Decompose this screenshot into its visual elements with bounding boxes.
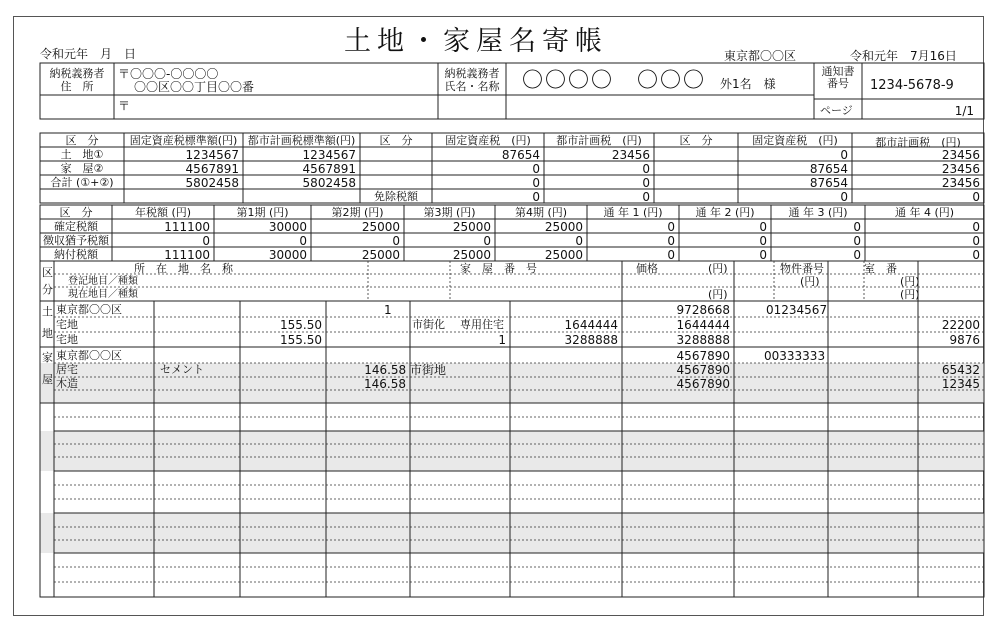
current-use-header: 現在地目／種類	[68, 289, 138, 300]
summary-cell: 0	[840, 148, 848, 162]
installment-cell: 0	[483, 234, 491, 248]
postal-mark-2: 〒	[118, 99, 131, 113]
installment-cell: 0	[667, 220, 675, 234]
summary-header: 区 分	[679, 134, 713, 147]
notice-label-2: 番号	[827, 77, 849, 90]
installment-cell: 0	[853, 234, 861, 248]
installment-cell: 25000	[544, 248, 583, 262]
land-registered-use: 宅地	[56, 318, 78, 331]
house-registered-kind: 居宅	[56, 363, 78, 376]
ledger-sheet	[13, 16, 984, 616]
date-left: 令和元年 月 日	[40, 47, 137, 61]
land-current-area: 155.50	[280, 333, 322, 347]
summary-header: 区 分	[65, 134, 99, 147]
installment-header: 第2期 (円)	[331, 206, 384, 219]
house-number-header: 家 屋 番 号	[460, 262, 537, 275]
land-property-number: 01234567	[766, 303, 828, 317]
summary-cell: 0	[642, 162, 650, 176]
installment-cell: 25000	[544, 220, 583, 234]
room-number-header: 室 番	[864, 262, 897, 275]
summary-cell: 5802458	[302, 176, 356, 190]
installment-cell: 30000	[268, 220, 307, 234]
summary-cell: 87654	[809, 162, 848, 176]
house-room-value: 65432	[941, 363, 980, 377]
postal-code: 〒〇〇〇-〇〇〇〇	[118, 67, 219, 81]
land-room-value: 22200	[941, 318, 980, 332]
summary-row-label: 土 地①	[60, 148, 104, 161]
installment-header: 第4期 (円)	[514, 206, 568, 219]
installment-row-label: 徴収猶予税額	[43, 234, 109, 247]
land-current-use: 宅地	[56, 333, 78, 346]
summary-cell: 87654	[809, 176, 848, 190]
installment-cell: 25000	[361, 220, 400, 234]
land-zone: 市街化	[412, 318, 445, 331]
summary-cell: 0	[642, 176, 650, 190]
installment-header: 第1期 (円)	[236, 206, 289, 219]
house-property-number: 00333333	[764, 349, 826, 363]
house-current-kind: 木造	[56, 377, 78, 390]
installment-cell: 30000	[268, 248, 307, 262]
summary-cell: 1234567	[302, 148, 356, 162]
installment-cell: 0	[575, 234, 583, 248]
house-location: 東京都〇〇区	[56, 349, 122, 362]
summary-header: 固定資産税標準額(円)	[129, 134, 238, 147]
section-side-label: 区	[42, 266, 53, 279]
installment-cell: 25000	[452, 248, 491, 262]
address-label-1: 納税義務者	[49, 67, 105, 80]
installment-cell: 25000	[452, 220, 491, 234]
land-side-label: 土	[42, 305, 53, 318]
yen-unit: (円)	[800, 275, 820, 288]
page-title: 土地・家屋名寄帳	[344, 26, 608, 57]
house-registered-area: 146.58 市街地	[364, 363, 446, 377]
house-current-area: 146.58	[364, 377, 406, 391]
summary-header: 都市計画税 (円)	[556, 134, 642, 147]
address: 〇〇区〇〇丁目〇〇番	[134, 80, 255, 94]
land-value: 3288888	[676, 333, 730, 347]
notice-number: 1234-5678-9	[870, 78, 954, 93]
installment-cell: 0	[667, 234, 675, 248]
yen-unit: (円)	[900, 275, 920, 288]
summary-cell: 23456	[611, 148, 650, 162]
house-side-label: 屋	[42, 373, 53, 386]
installment-header: 通 年 1 (円)	[603, 206, 663, 219]
installment-header: 第3期 (円)	[423, 206, 476, 219]
installment-row-label: 確定税額	[54, 220, 98, 233]
name-suffix: 外1名 様	[720, 77, 776, 91]
land-value: 3288888	[564, 333, 618, 347]
land-price: 9728668	[676, 303, 730, 317]
land-value: 1644444	[564, 318, 618, 332]
yen-unit: (円)	[708, 288, 728, 301]
installment-cell: 0	[853, 248, 861, 262]
installment-cell: 0	[853, 220, 861, 234]
land-value: 1644444	[676, 318, 730, 332]
page-value: 1/1	[954, 104, 974, 118]
installment-header: 通 年 2 (円)	[695, 206, 755, 219]
installment-cell: 0	[972, 248, 980, 262]
taxpayer-name: 〇〇〇〇 〇〇〇	[522, 68, 706, 92]
summary-header: 固定資産税 (円)	[752, 134, 838, 147]
land-current-lot: 1	[498, 333, 506, 347]
installment-cell: 0	[759, 234, 767, 248]
installment-cell: 0	[759, 248, 767, 262]
installment-cell: 0	[299, 234, 307, 248]
installment-cell: 0	[972, 220, 980, 234]
summary-cell: 87654	[501, 148, 540, 162]
house-value: 4567890	[676, 363, 730, 377]
date-right: 令和元年 7月16日	[850, 49, 957, 63]
summary-row-label: 家 屋②	[60, 162, 104, 175]
installment-cell: 111100	[164, 220, 210, 234]
installment-cell: 25000	[361, 248, 400, 262]
installment-row-label: 納付税額	[54, 248, 98, 261]
installment-cell: 0	[202, 234, 210, 248]
summary-cell: 5802458	[185, 176, 239, 190]
exempt-cell: 0	[972, 190, 980, 204]
house-value: 4567890	[676, 377, 730, 391]
installment-header: 通 年 3 (円)	[788, 206, 848, 219]
installment-cell: 0	[392, 234, 400, 248]
installment-cell: 111100	[164, 248, 210, 262]
installment-cell: 0	[972, 234, 980, 248]
summary-cell: 4567891	[302, 162, 356, 176]
land-registered-area: 155.50	[280, 318, 322, 332]
summary-cell: 1234567	[185, 148, 239, 162]
registered-use-header: 登記地目／種類	[68, 276, 138, 287]
summary-cell: 0	[532, 162, 540, 176]
house-price: 4567890	[676, 349, 730, 363]
municipality: 東京都〇〇区	[724, 49, 797, 63]
page-label: ページ	[820, 104, 853, 117]
summary-header: 区 分	[379, 134, 413, 147]
summary-cell: 23456	[941, 176, 980, 190]
summary-header: 都市計画税 (円)	[875, 136, 961, 149]
land-usage: 専用住宅	[460, 318, 504, 331]
empty-shade-2	[40, 513, 984, 553]
summary-cell: 23456	[941, 162, 980, 176]
land-location: 東京都〇〇区	[56, 303, 122, 316]
summary-header: 都市計画税標準額(円)	[247, 134, 356, 147]
installment-header: 通 年 4 (円)	[894, 206, 955, 219]
address-label-2: 住 所	[60, 80, 94, 93]
installment-cell: 0	[667, 248, 675, 262]
name-label-2: 氏名・名称	[444, 80, 500, 93]
exempt-cell: 0	[840, 190, 848, 204]
land-lot-number: 1	[384, 303, 392, 317]
yen-unit: (円)	[900, 288, 920, 301]
notice-label-1: 通知書	[821, 65, 855, 78]
property-number-header: 物件番号	[780, 262, 824, 275]
installment-header: 区 分	[59, 206, 93, 219]
exempt-cell: 0	[642, 190, 650, 204]
installment-cell: 0	[759, 220, 767, 234]
name-label-1: 納税義務者	[444, 67, 500, 80]
location-header: 所 在 地 名 称	[134, 262, 233, 275]
section-side-label: 分	[42, 283, 53, 296]
land-side-label: 地	[42, 327, 53, 340]
exempt-label: 免除税額	[374, 190, 418, 203]
summary-header: 固定資産税 (円)	[445, 134, 531, 147]
price-header: 価格	[636, 262, 658, 275]
summary-cell: 4567891	[185, 162, 239, 176]
house-room-value: 12345	[941, 377, 980, 391]
summary-cell: 0	[532, 176, 540, 190]
exempt-cell: 0	[532, 190, 540, 204]
house-side-label: 家	[42, 351, 53, 364]
house-structure: セメント	[160, 363, 204, 376]
yen-unit: (円)	[708, 262, 728, 275]
summary-row-label: 合計 (①+②)	[50, 176, 114, 189]
empty-shade-1	[40, 431, 984, 471]
installment-header: 年税額 (円)	[134, 206, 192, 219]
land-room-value: 9876	[949, 333, 980, 347]
summary-cell: 23456	[941, 148, 980, 162]
